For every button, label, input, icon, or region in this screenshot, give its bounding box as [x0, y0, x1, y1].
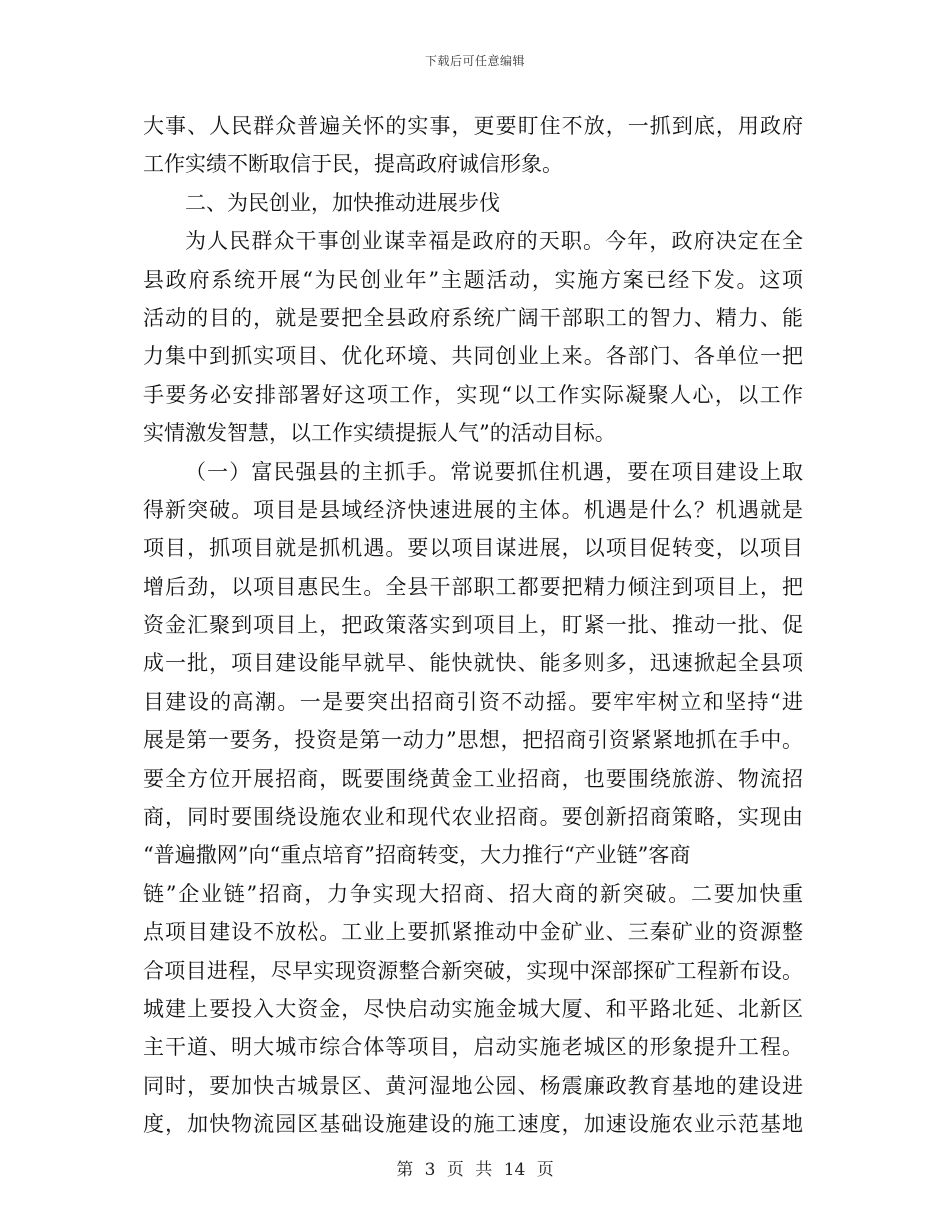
- text-line: “普遍撒网”向“重点培育”招商转变，大力推行“产业链”客商: [143, 843, 691, 868]
- text-line: 为人民群众干事创业谋幸福是政府的天职。今年，政府决定在全: [185, 229, 803, 254]
- section-heading: 二、为民创业，加快推动进展步伐: [185, 190, 500, 215]
- text-line: 增后劲，以项目惠民生。全县干部职工都要把精力倾注到项目上，把: [143, 574, 803, 599]
- text-line: 活动的目的，就是要把全县政府系统广阔干部职工的智力、精力、能: [143, 305, 803, 330]
- text-line: 成一批，项目建设能早就早、能快就快、能多则多，迅速掀起全县项: [143, 651, 803, 676]
- text-line: 度，加快物流园区基础设施建设的施工速度，加速设施农业示范基地: [143, 1112, 803, 1137]
- text-line: 合项目进程，尽早实现资源整合新突破，实现中深部探矿工程新布设。: [143, 958, 803, 983]
- text-line: 点项目建设不放松。工业上要抓紧推动中金矿业、三秦矿业的资源整: [143, 920, 803, 945]
- text-line: 县政府系统开展“为民创业年”主题活动，实施方案已经下发。这项: [143, 267, 803, 292]
- text-line: 主干道、明大城市综合体等项目，启动实施老城区的形象提升工程。: [143, 1035, 803, 1060]
- text-line: （一）富民强县的主抓手。常说要抓住机遇，要在项目建设上取: [185, 459, 803, 484]
- text-line: 资金汇聚到项目上，把政策落实到项目上，盯紧一批、推动一批、促: [143, 613, 803, 638]
- document-body: [143, 107, 803, 1144]
- page-number: 第 3 页 共 14 页: [396, 1160, 554, 1180]
- text-line: 项目，抓项目就是抓机遇。要以项目谋进展，以项目促转变，以项目: [143, 536, 803, 561]
- text-line: 展是第一要务，投资是第一动力”思想，把招商引资紧紧地抓在手中。: [143, 728, 803, 753]
- text-line: 城建上要投入大资金，尽快启动实施金城大厦、和平路北延、北新区: [143, 996, 803, 1021]
- text-line: 工作实绩不断取信于民，提高政府诚信形象。: [143, 152, 563, 177]
- text-line: 大事、人民群众普遍关怀的实事，更要盯住不放，一抓到底，用政府: [143, 114, 803, 138]
- text-line: 手要务必安排部署好这项工作，实现“以工作实际凝聚人心，以工作: [143, 382, 803, 407]
- text-line: 力集中到抓实项目、优化环境、共同创业上来。各部门、各单位一把: [143, 344, 803, 369]
- text-line: 实情激发智慧，以工作实绩提振人气”的活动目标。: [143, 421, 616, 446]
- text-line: 同时，要加快古城景区、黄河湿地公园、杨震廉政教育基地的建设进: [143, 1073, 803, 1098]
- text-line: 要全方位开展招商，既要围绕黄金工业招商，也要围绕旅游、物流招: [143, 766, 803, 791]
- text-line: 目建设的高潮。一是要突出招商引资不动摇。要牢牢树立和坚持“进: [143, 689, 803, 714]
- text-line: 得新突破。项目是县域经济快速进展的主体。机遇是什么？机遇就是: [143, 497, 803, 522]
- text-line: 商，同时要围绕设施农业和现代农业招商。要创新招商策略，实现由: [143, 805, 803, 830]
- page-header-note: 下载后可任意编辑: [424, 54, 525, 68]
- text-line: 链”企业链”招商，力争实现大招商、招大商的新突破。二要加快重: [143, 881, 803, 906]
